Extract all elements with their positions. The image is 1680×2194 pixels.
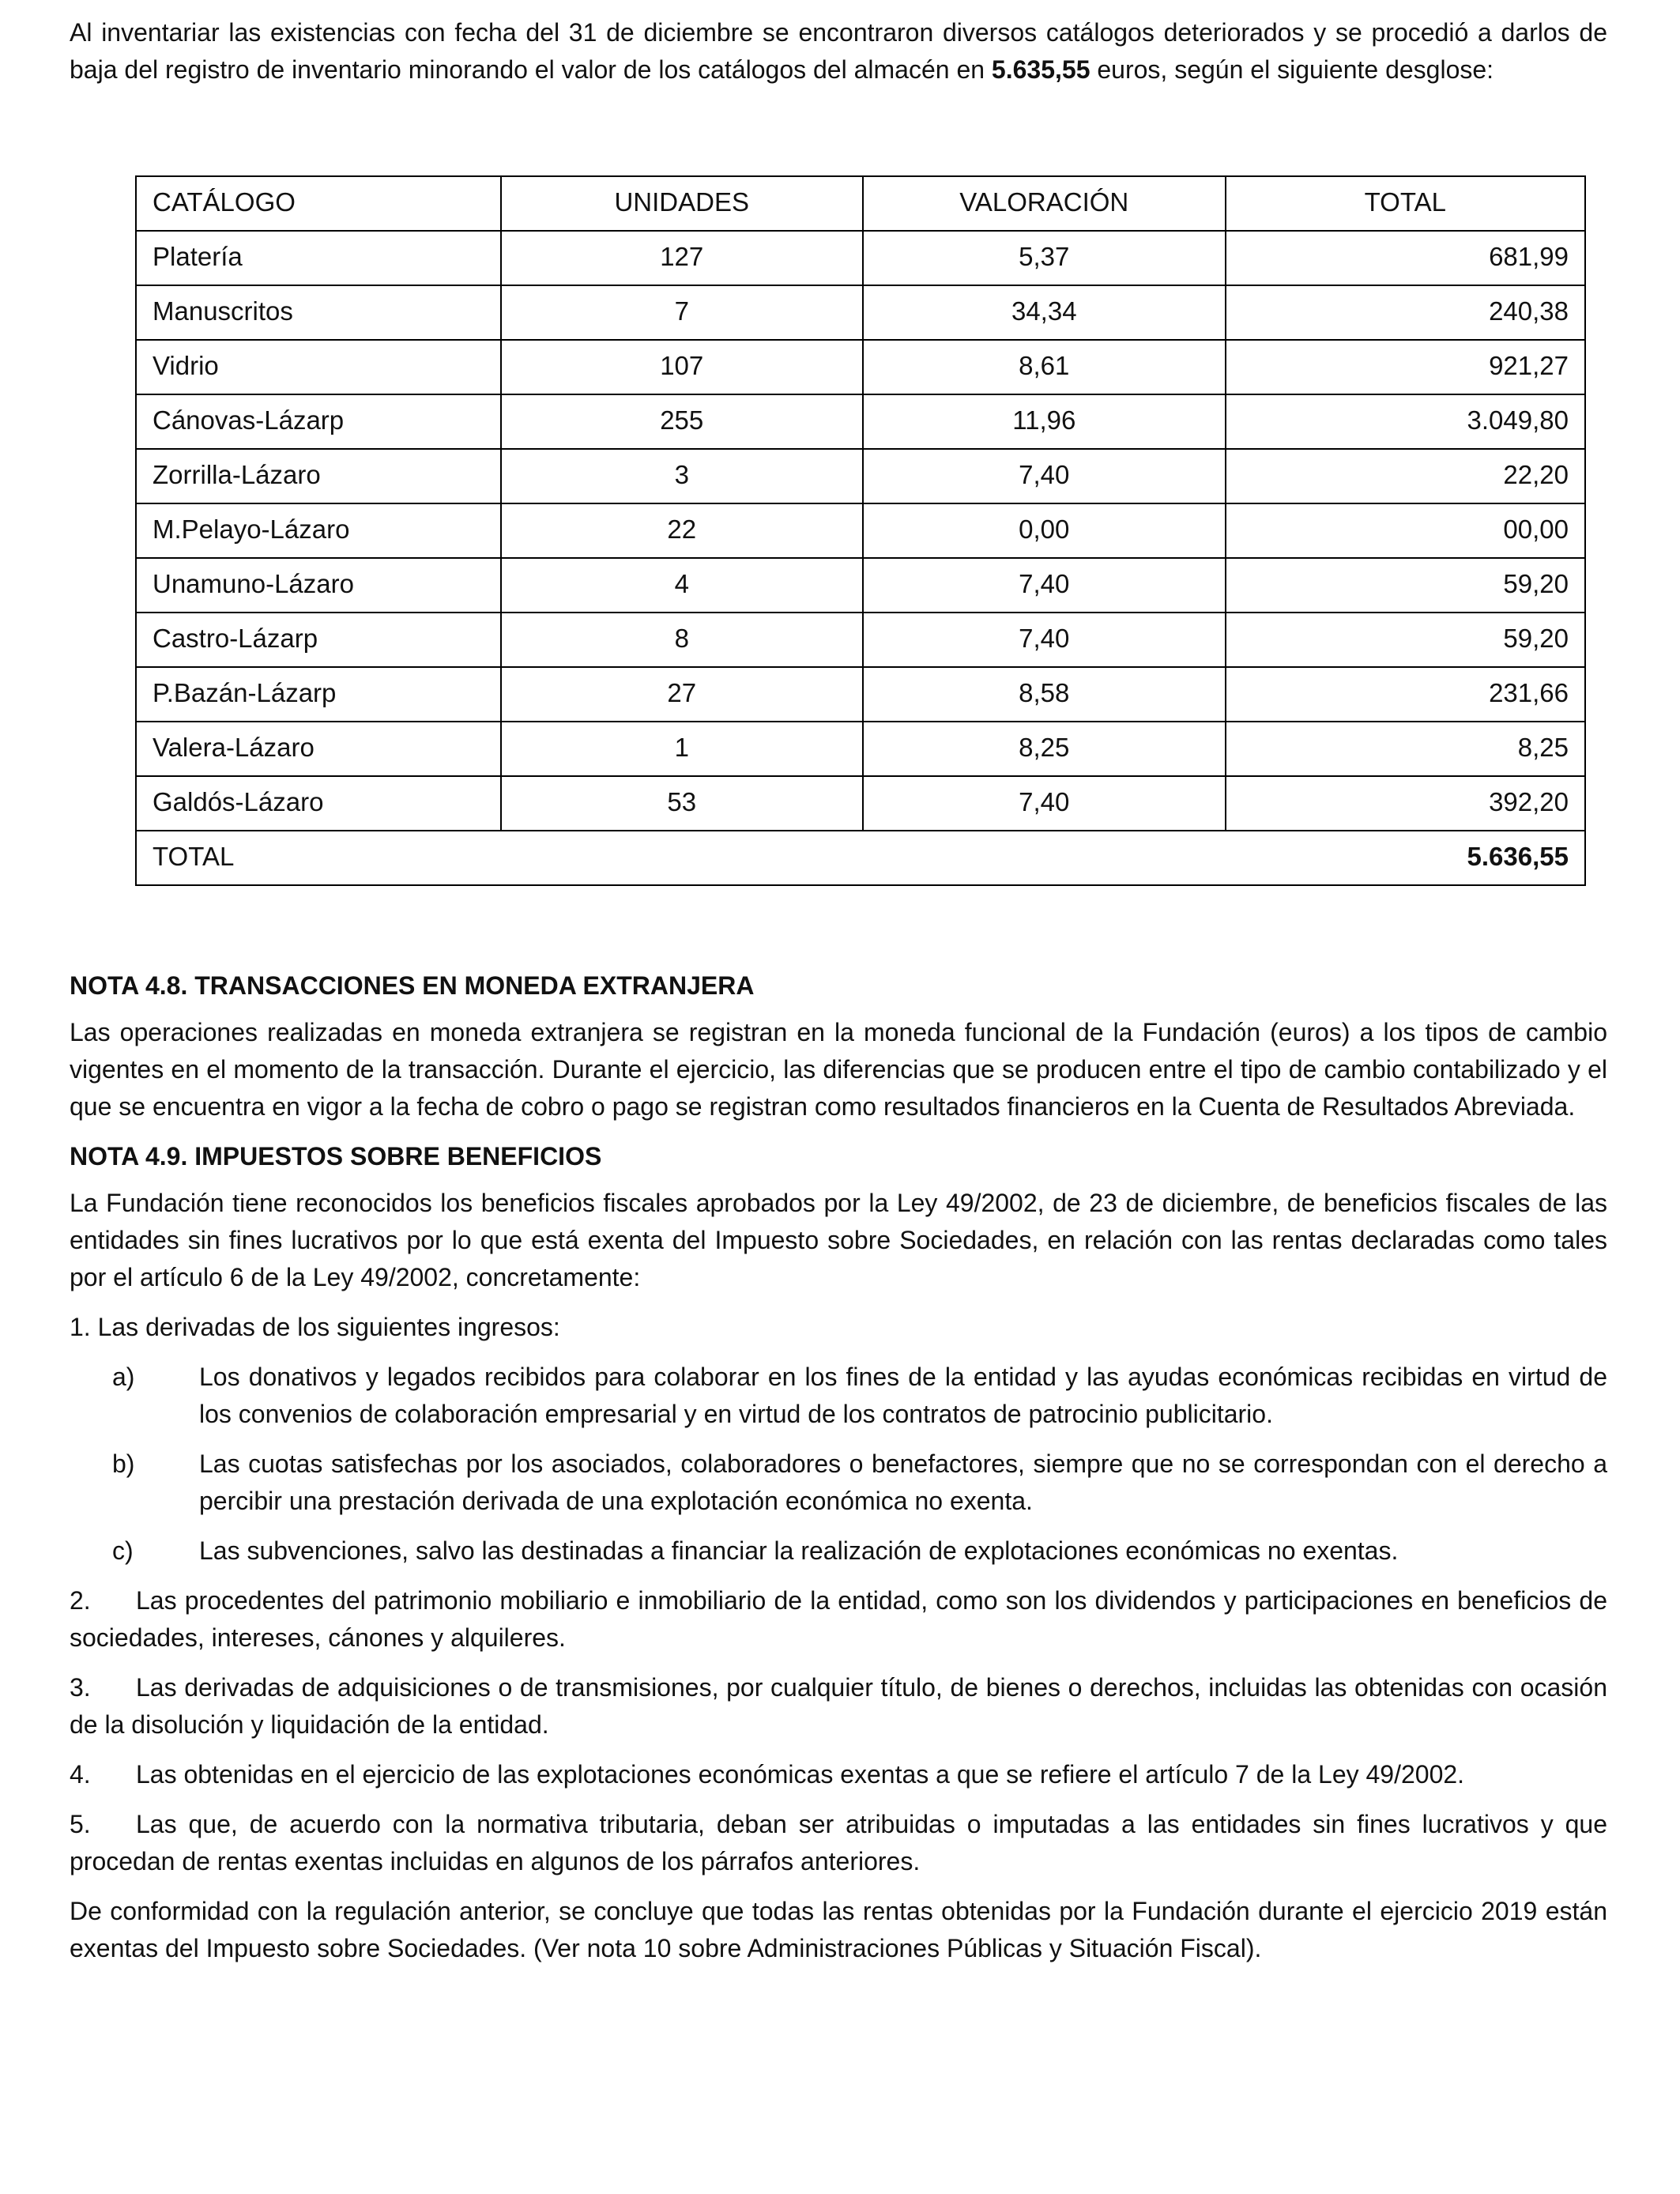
nota-4-9-title: NOTA 4.9. IMPUESTOS SOBRE BENEFICIOS: [70, 1142, 602, 1171]
table-header-row: [136, 176, 1585, 231]
cell-unidades: 255: [501, 394, 863, 449]
cell-valoracion: 5,37: [863, 231, 1226, 285]
point-text: Las obtenidas en el ejercicio de las explotaciones económicas exentas a que se refiere el artículo 7 de la Ley 49/2002.: [136, 1760, 1465, 1789]
cell-catalogo: Zorrilla-Lázaro: [136, 449, 501, 503]
table-row: [136, 613, 1585, 667]
table-row: [136, 340, 1585, 394]
point-1: 1. Las derivadas de los siguientes ingresos:: [70, 1313, 560, 1341]
sub-item-label: a): [112, 1363, 135, 1391]
sub-item-label: c): [112, 1536, 134, 1565]
sub-item-text: Las subvenciones, salvo las destinadas a financiar la realización de explotaciones económicas no exentas.: [199, 1536, 1399, 1565]
point-5: [70, 1806, 1607, 1880]
sub-item-c: [112, 1532, 1607, 1570]
cell-unidades: 127: [501, 231, 863, 285]
cell-total: 59,20: [1226, 613, 1585, 667]
table-row: [136, 285, 1585, 340]
cell-valoracion: 8,61: [863, 340, 1226, 394]
cell-catalogo: Unamuno-Lázaro: [136, 558, 501, 613]
nota-4-8-body: Las operaciones realizadas en moneda extranjera se registran en la moneda funcional de la Fundación (euros) a los tipos de cambio vigentes en el momento de la transacción. Durante el ejercicio, las diferencias que se producen entre el tipo de cambio contabilizado y el que se encuentra en vigor a la fecha de cobro o pago se registran como resultados financieros en la Cuenta de Resultados Abreviada.: [70, 1018, 1607, 1121]
point-text: Las procedentes del patrimonio mobiliario e inmobiliario de la entidad, como son los dividendos y participaciones en beneficios de sociedades, intereses, cánones y alquileres.: [70, 1586, 1607, 1652]
cell-total: 681,99: [1226, 231, 1585, 285]
conclusion-paragraph: De conformidad con la regulación anterior, se concluye que todas las rentas obtenidas por la Fundación durante el ejercicio 2019 están exentas del Impuesto sobre Sociedades. (Ver nota 10 sobre Administraciones Públicas y Situación Fiscal).: [70, 1897, 1607, 1962]
table-row: [136, 449, 1585, 503]
cell-total: 00,00: [1226, 503, 1585, 558]
table-row: [136, 503, 1585, 558]
nota-4-9-body: La Fundación tiene reconocidos los beneficios fiscales aprobados por la Ley 49/2002, de 23 de diciembre, de beneficios fiscales de las entidades sin fines lucrativos por lo que está exenta del Impuesto sobre Sociedades, en relación con las rentas declaradas como tales por el artículo 6 de la Ley 49/2002, concretamente:: [70, 1189, 1607, 1291]
intro-amount: 5.635,55: [991, 55, 1090, 84]
cell-unidades: 1: [501, 722, 863, 776]
cell-total: 392,20: [1226, 776, 1585, 831]
cell-valoracion: 8,58: [863, 667, 1226, 722]
cell-total: 921,27: [1226, 340, 1585, 394]
total-empty-cell: [501, 831, 863, 885]
cell-catalogo: M.Pelayo-Lázaro: [136, 503, 501, 558]
cell-unidades: 107: [501, 340, 863, 394]
cell-unidades: 22: [501, 503, 863, 558]
table-row: [136, 231, 1585, 285]
intro-text-before: Al inventariar las existencias con fecha del 31 de diciembre se encontraron diversos catálogos deteriorados y se procedió a darlos de baja del registro de inventario minorando el valor de los catálogos del almacén en: [70, 18, 1607, 84]
sub-item-a: [112, 1359, 1607, 1433]
point-text: Las derivadas de adquisiciones o de transmisiones, por cualquier título, de bienes o derechos, incluidas las obtenidas con ocasión de la disolución y liquidación de la entidad.: [70, 1673, 1607, 1739]
header-total: TOTAL: [1226, 176, 1585, 231]
point-number: 5.: [70, 1810, 91, 1838]
cell-valoracion: 7,40: [863, 449, 1226, 503]
table-row: [136, 394, 1585, 449]
point-4: [70, 1756, 1607, 1793]
cell-unidades: 53: [501, 776, 863, 831]
intro-paragraph: [70, 14, 1607, 89]
cell-valoracion: 11,96: [863, 394, 1226, 449]
cell-valoracion: 7,40: [863, 558, 1226, 613]
sub-item-text: Las cuotas satisfechas por los asociados, colaboradores o benefactores, siempre que no se correspondan con el derecho a percibir una prestación derivada de una explotación económica no exenta.: [199, 1449, 1607, 1515]
cell-catalogo: Valera-Lázaro: [136, 722, 501, 776]
cell-valoracion: 7,40: [863, 613, 1226, 667]
point-number: 4.: [70, 1760, 91, 1789]
cell-unidades: 8: [501, 613, 863, 667]
cell-unidades: 27: [501, 667, 863, 722]
total-empty-cell: [863, 831, 1226, 885]
cell-catalogo: Vidrio: [136, 340, 501, 394]
cell-valoracion: 8,25: [863, 722, 1226, 776]
sub-item-b: [112, 1446, 1607, 1520]
cell-catalogo: Platería: [136, 231, 501, 285]
cell-catalogo: Manuscritos: [136, 285, 501, 340]
total-label: TOTAL: [136, 831, 501, 885]
nota-4-8-title: NOTA 4.8. TRANSACCIONES EN MONEDA EXTRANJERA: [70, 971, 755, 1000]
cell-valoracion: 34,34: [863, 285, 1226, 340]
cell-valoracion: 0,00: [863, 503, 1226, 558]
document-page: [70, 14, 1607, 1967]
point-3: [70, 1669, 1607, 1744]
cell-unidades: 3: [501, 449, 863, 503]
cell-unidades: 7: [501, 285, 863, 340]
cell-total: 22,20: [1226, 449, 1585, 503]
sub-item-text: Los donativos y legados recibidos para colaborar en los fines de la entidad y las ayudas económicas recibidas en virtud de los convenios de colaboración empresarial y en virtud de los contratos de patrocinio publicitario.: [199, 1363, 1607, 1428]
table-total-row: [136, 831, 1585, 885]
cell-catalogo: P.Bazán-Lázarp: [136, 667, 501, 722]
cell-total: 3.049,80: [1226, 394, 1585, 449]
point-number: 2.: [70, 1586, 91, 1615]
cell-catalogo: Galdós-Lázaro: [136, 776, 501, 831]
intro-text-after: euros, según el siguiente desglose:: [1090, 55, 1494, 84]
point-text: Las que, de acuerdo con la normativa tributaria, deban ser atribuidas o imputadas a las entidades sin fines lucrativos y que procedan de rentas exentas incluidas en algunos de los párrafos anteriores.: [70, 1810, 1607, 1875]
point-2: [70, 1582, 1607, 1657]
header-valoracion: VALORACIÓN: [863, 176, 1226, 231]
cell-total: 8,25: [1226, 722, 1585, 776]
cell-valoracion: 7,40: [863, 776, 1226, 831]
table-row: [136, 667, 1585, 722]
cell-catalogo: Castro-Lázarp: [136, 613, 501, 667]
header-catalogo: CATÁLOGO: [136, 176, 501, 231]
table-row: [136, 558, 1585, 613]
table-row: [136, 722, 1585, 776]
sub-item-label: b): [112, 1449, 135, 1478]
cell-total: 59,20: [1226, 558, 1585, 613]
total-value: 5.636,55: [1226, 831, 1585, 885]
cell-unidades: 4: [501, 558, 863, 613]
header-unidades: UNIDADES: [501, 176, 863, 231]
point-number: 3.: [70, 1673, 91, 1702]
table-row: [136, 776, 1585, 831]
cell-total: 231,66: [1226, 667, 1585, 722]
inventory-table: [135, 175, 1586, 886]
cell-catalogo: Cánovas-Lázarp: [136, 394, 501, 449]
cell-total: 240,38: [1226, 285, 1585, 340]
